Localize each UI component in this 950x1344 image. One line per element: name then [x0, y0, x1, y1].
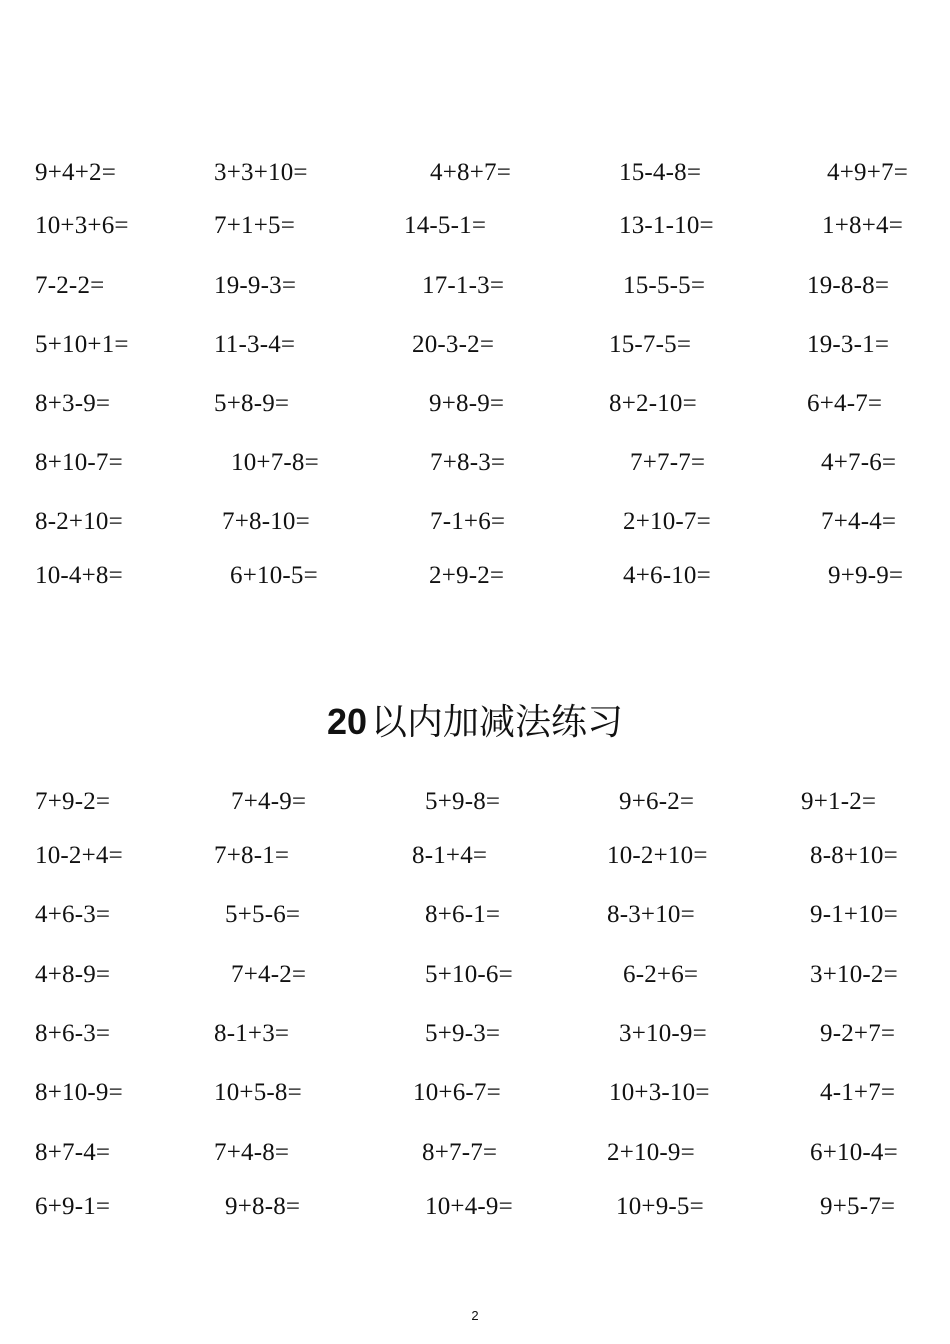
equation: 19-9-3=	[214, 272, 297, 299]
equation: 5+10-6=	[425, 961, 513, 988]
equation: 8+10-7=	[35, 449, 123, 476]
equation: 9-1+10=	[810, 901, 898, 928]
equation: 13-1-10=	[619, 212, 714, 239]
equation: 6+10-4=	[810, 1139, 898, 1166]
equation: 5+9-8=	[425, 788, 501, 815]
equation: 7+4-9=	[231, 788, 307, 815]
equation: 9+8-8=	[225, 1193, 301, 1220]
equation: 3+10-9=	[619, 1020, 707, 1047]
equation: 8-2+10=	[35, 508, 123, 535]
title-text: 以内加减法练习	[371, 702, 624, 743]
equation: 6+10-5=	[230, 562, 318, 589]
equation: 7+4-2=	[231, 961, 307, 988]
equation: 10+5-8=	[214, 1079, 302, 1106]
equation: 4+7-6=	[821, 449, 897, 476]
equation: 9+9-9=	[828, 562, 904, 589]
equation: 4-1+7=	[820, 1079, 896, 1106]
equation: 20-3-2=	[412, 331, 495, 358]
equation: 4+6-10=	[623, 562, 711, 589]
equation: 7+8-10=	[222, 508, 310, 535]
equation: 6-2+6=	[623, 961, 699, 988]
equation: 9+4+2=	[35, 159, 116, 186]
equation: 10-2+4=	[35, 842, 123, 869]
equation: 5+10+1=	[35, 331, 129, 358]
equation: 17-1-3=	[422, 272, 505, 299]
equation: 15-5-5=	[623, 272, 706, 299]
equation: 7+7-7=	[630, 449, 706, 476]
equation: 4+8+7=	[430, 159, 511, 186]
equation: 5+5-6=	[225, 901, 301, 928]
title-number: 20	[326, 701, 368, 742]
equation: 10+9-5=	[616, 1193, 704, 1220]
equation: 8+2-10=	[609, 390, 697, 417]
equation: 9+5-7=	[820, 1193, 896, 1220]
equation: 8-8+10=	[810, 842, 898, 869]
equation: 3+10-2=	[810, 961, 898, 988]
equation: 7+8-1=	[214, 842, 290, 869]
equation: 15-7-5=	[609, 331, 692, 358]
equation: 10+3+6=	[35, 212, 129, 239]
equation: 11-3-4=	[214, 331, 296, 358]
equation: 7+4-8=	[214, 1139, 290, 1166]
equation: 10-4+8=	[35, 562, 123, 589]
page-number: 2	[471, 1308, 479, 1323]
equation: 19-3-1=	[807, 331, 890, 358]
equation: 7+9-2=	[35, 788, 111, 815]
equation: 1+8+4=	[822, 212, 903, 239]
equation: 8-1+3=	[214, 1020, 290, 1047]
equation: 14-5-1=	[404, 212, 487, 239]
equation: 6+4-7=	[807, 390, 883, 417]
equation: 8+3-9=	[35, 390, 111, 417]
equation: 4+8-9=	[35, 961, 111, 988]
equation: 8+7-4=	[35, 1139, 111, 1166]
equation: 9-2+7=	[820, 1020, 896, 1047]
equation: 3+3+10=	[214, 159, 308, 186]
equation: 9+1-2=	[801, 788, 877, 815]
equation: 2+9-2=	[429, 562, 505, 589]
equation: 19-8-8=	[807, 272, 890, 299]
equation: 8-3+10=	[607, 901, 695, 928]
equation: 4+9+7=	[827, 159, 908, 186]
equation: 5+9-3=	[425, 1020, 501, 1047]
equation: 10-2+10=	[607, 842, 708, 869]
equation: 10+4-9=	[425, 1193, 513, 1220]
equation: 9+8-9=	[429, 390, 505, 417]
equation: 15-4-8=	[619, 159, 702, 186]
equation: 10+7-8=	[231, 449, 319, 476]
equation: 9+6-2=	[619, 788, 695, 815]
equation: 10+3-10=	[609, 1079, 710, 1106]
equation: 7+1+5=	[214, 212, 295, 239]
equation: 8+10-9=	[35, 1079, 123, 1106]
equation: 7-1+6=	[430, 508, 506, 535]
equation: 2+10-9=	[607, 1139, 695, 1166]
equation: 7-2-2=	[35, 272, 105, 299]
equation: 7+8-3=	[430, 449, 506, 476]
equation: 8+7-7=	[422, 1139, 498, 1166]
equation: 8-1+4=	[412, 842, 488, 869]
equation: 4+6-3=	[35, 901, 111, 928]
equation: 5+8-9=	[214, 390, 290, 417]
equation: 6+9-1=	[35, 1193, 111, 1220]
equation: 8+6-1=	[425, 901, 501, 928]
equation: 8+6-3=	[35, 1020, 111, 1047]
equation: 2+10-7=	[623, 508, 711, 535]
equation: 10+6-7=	[413, 1079, 501, 1106]
equation: 7+4-4=	[821, 508, 897, 535]
